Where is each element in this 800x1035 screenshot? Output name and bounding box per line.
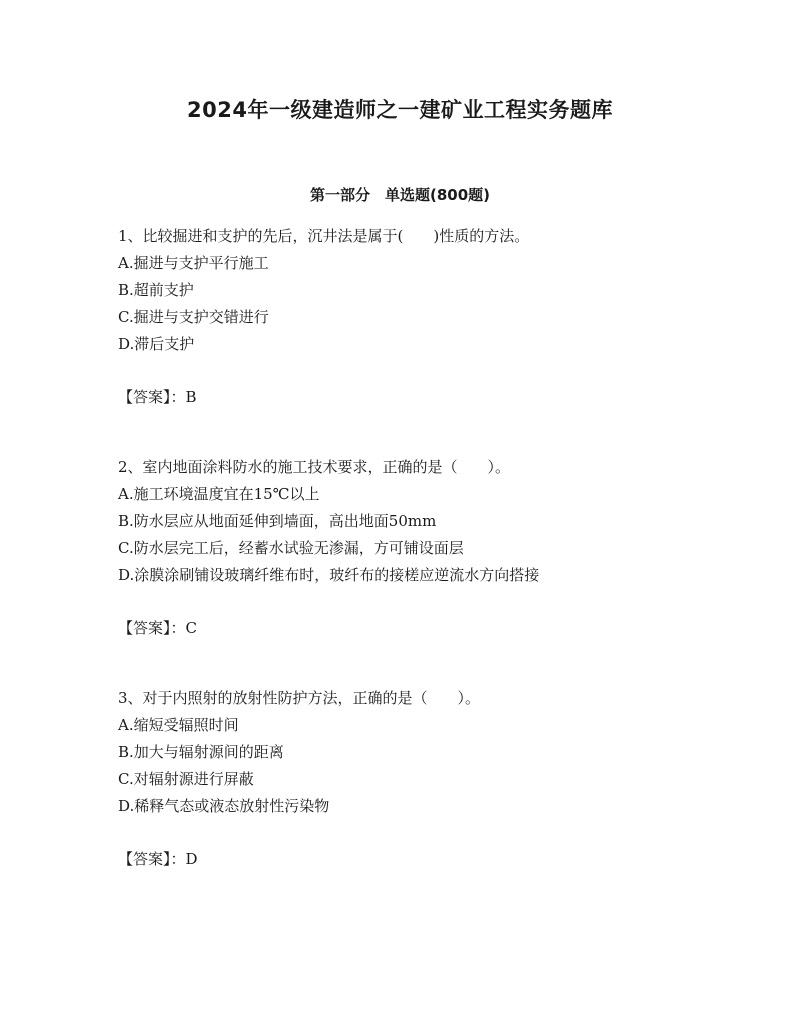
option-b: B.超前支护 <box>118 281 194 299</box>
question-1 <box>118 223 718 411</box>
page-title: 2024年一级建造师之一建矿业工程实务题库 <box>187 98 613 122</box>
question-2 <box>118 454 718 642</box>
option-b: B.加大与辐射源间的距离 <box>118 743 284 761</box>
option-a: A.掘进与支护平行施工 <box>118 254 269 272</box>
answer: 【答案】：C <box>118 619 197 637</box>
question-3 <box>118 685 718 873</box>
answer: 【答案】：D <box>118 850 198 868</box>
question-stem: 2、室内地面涂料防水的施工技术要求，正确的是（ ）。 <box>118 458 511 476</box>
option-b: B.防水层应从地面延伸到墙面，高出地面50mm <box>118 512 437 530</box>
question-stem: 3、对于内照射的放射性防护方法，正确的是（ ）。 <box>118 689 481 707</box>
option-a: A.施工环境温度宜在15℃以上 <box>118 485 320 503</box>
option-d: D.涂膜涂刷铺设玻璃纤维布时，玻纤布的接槎应逆流水方向搭接 <box>118 566 540 584</box>
option-a: A.缩短受辐照时间 <box>118 716 239 734</box>
option-d: D.稀释气态或液态放射性污染物 <box>118 797 330 815</box>
option-d: D.滞后支护 <box>118 335 195 353</box>
option-c: C.防水层完工后，经蓄水试验无渗漏，方可铺设面层 <box>118 539 464 557</box>
section-title: 第一部分 单选题(800题) <box>309 186 491 204</box>
option-c: C.对辐射源进行屏蔽 <box>118 770 254 788</box>
question-stem: 1、比较掘进和支护的先后，沉井法是属于( )性质的方法。 <box>118 227 530 245</box>
answer: 【答案】：B <box>118 388 197 406</box>
option-c: C.掘进与支护交错进行 <box>118 308 269 326</box>
